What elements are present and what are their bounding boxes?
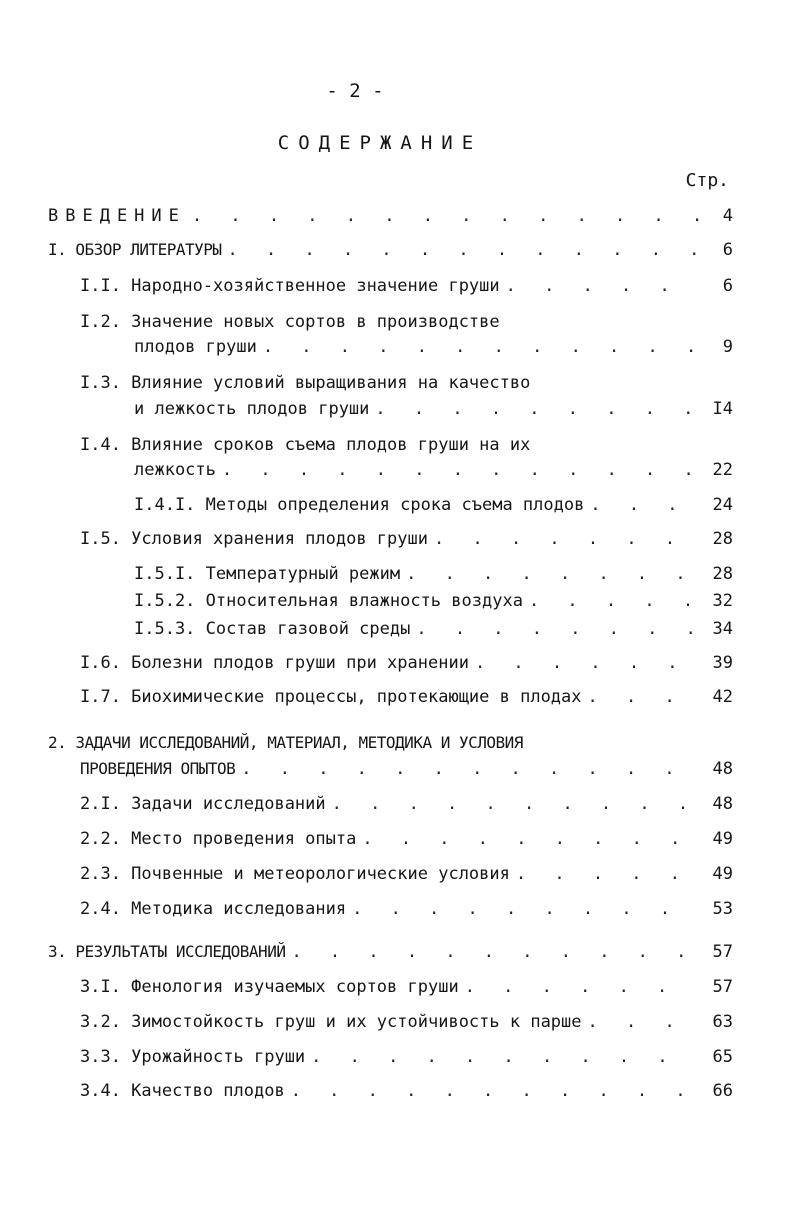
toc-entry-page: 28 (712, 564, 733, 584)
toc-entry-page: 34 (712, 619, 733, 639)
toc-entry-page: 48 (712, 794, 733, 814)
toc-entry-text: I.4.I. Методы определения срока съема плодов (134, 495, 585, 515)
toc-entry-page: 53 (712, 899, 733, 919)
toc-entry-text: ВВЕДЕНИЕ (48, 206, 186, 226)
toc-entry-text: I.7. Биохимические процессы, протекающие в плодах (80, 687, 582, 707)
toc-entry-1-4-1[interactable] (134, 493, 733, 517)
toc-entry-3-1[interactable] (80, 975, 733, 999)
toc-entry-text: 3.4. Качество плодов (80, 1081, 285, 1101)
toc-entry-intro[interactable] (48, 204, 733, 228)
toc-entry-1-2-first-line[interactable]: I.2. Значение новых сортов в производстве (80, 312, 500, 332)
dot-leader (192, 204, 699, 228)
toc-entry-page: 49 (712, 864, 733, 884)
toc-entry-3-2[interactable] (80, 1010, 733, 1034)
toc-entry-text: 3.3. Урожайность груши (80, 1047, 306, 1067)
dot-leader (465, 975, 699, 999)
toc-entry-2-2[interactable] (80, 827, 733, 851)
toc-entry-1-2[interactable] (134, 335, 733, 359)
toc-entry-page: 49 (712, 829, 733, 849)
toc-entry-1-3[interactable] (134, 397, 733, 421)
toc-entry-text: I.6. Болезни плодов груши при хранении (80, 653, 469, 673)
dot-leader (311, 1045, 699, 1069)
toc-entry-1-5[interactable] (80, 527, 733, 551)
dot-leader (291, 940, 699, 964)
toc-entry-text: I.I. Народно-хозяйственное значение груши (80, 276, 500, 296)
toc-entry-section-2-first-line[interactable]: 2. ЗАДАЧИ ИССЛЕДОВАНИЙ, МАТЕРИАЛ, МЕТОДИКА И УСЛОВИЯ (48, 733, 523, 752)
dot-leader (588, 685, 699, 709)
toc-entry-1-5-3[interactable] (134, 617, 733, 641)
dot-leader (590, 493, 699, 517)
toc-entry-page: 32 (712, 591, 733, 611)
dot-leader (529, 589, 699, 613)
toc-entry-page: 28 (712, 529, 733, 549)
toc-entry-page: 4 (722, 206, 733, 226)
dot-leader (506, 274, 699, 298)
toc-entry-page: 42 (712, 687, 733, 707)
dot-leader (222, 458, 699, 482)
toc-entry-page: 57 (712, 942, 733, 962)
toc-entry-1-4[interactable] (134, 458, 733, 482)
toc-entry-text: 3. РЕЗУЛЬТАТЫ ИССЛЕДОВАНИЙ (48, 942, 286, 961)
toc-entry-page: 6 (722, 240, 733, 260)
toc-entry-text: 3.2. Зимостойкость груш и их устойчивость к парше (80, 1012, 582, 1032)
toc-entry-1-5-1[interactable] (134, 562, 733, 586)
toc-entry-page: 39 (712, 653, 733, 673)
dot-leader (588, 1010, 699, 1034)
dot-leader (241, 757, 699, 781)
toc-entry-text: I.5.I. Температурный режим (134, 564, 401, 584)
toc-entry-section-1[interactable] (48, 238, 733, 262)
toc-entry-text: I.5. Условия хранения плодов груши (80, 529, 428, 549)
toc-entry-1-3-first-line[interactable]: I.3. Влияние условий выращивания на качество (80, 373, 531, 393)
dot-leader (375, 397, 699, 421)
dot-leader (332, 792, 699, 816)
dot-leader (516, 862, 699, 886)
toc-entry-1-4-first-line[interactable]: I.4. Влияние сроков съема плодов груши на их (80, 435, 531, 455)
dot-leader (406, 562, 699, 586)
dot-leader (263, 335, 699, 359)
toc-entry-3-4[interactable] (80, 1079, 733, 1103)
toc-entry-2-1[interactable] (80, 792, 733, 816)
page-column-label: Стр. (685, 170, 729, 191)
toc-entry-page: 9 (722, 337, 733, 357)
dot-leader (291, 1079, 699, 1103)
dot-leader (475, 651, 699, 675)
toc-entry-1-5-2[interactable] (134, 589, 733, 613)
toc-entry-text: I. ОБЗОР ЛИТЕРАТУРЫ (48, 240, 222, 259)
toc-entry-2-3[interactable] (80, 862, 733, 886)
toc-entry-text: и лежкость плодов груши (134, 399, 370, 419)
toc-entry-page: 65 (712, 1047, 733, 1067)
toc-entry-text: лежкость (134, 460, 216, 480)
toc-entry-page: 22 (712, 460, 733, 480)
toc-entry-text: 2.2. Место проведения опыта (80, 829, 357, 849)
dot-leader (362, 827, 699, 851)
toc-entry-text: I.5.2. Относительная влажность воздуха (134, 591, 523, 611)
toc-entry-page: I4 (712, 399, 733, 419)
toc-entry-text: 2.4. Методика исследования (80, 899, 347, 919)
dot-leader (416, 617, 699, 641)
toc-entry-text: плодов груши (134, 337, 257, 357)
toc-entry-1-7[interactable] (80, 685, 733, 709)
toc-entry-page: 63 (712, 1012, 733, 1032)
toc-entry-page: 48 (712, 759, 733, 779)
page-number: - 2 - (326, 80, 384, 102)
toc-entry-text: 2.I. Задачи исследований (80, 794, 326, 814)
toc-entry-page: 6 (722, 276, 733, 296)
toc-entry-3-3[interactable] (80, 1045, 733, 1069)
toc-entry-text: 2.3. Почвенные и метеорологические условия (80, 864, 510, 884)
toc-entry-1-6[interactable] (80, 651, 733, 675)
toc-entry-text: 3.I. Фенология изучаемых сортов груши (80, 977, 459, 997)
dot-leader (228, 238, 699, 262)
toc-entry-2-4[interactable] (80, 897, 733, 921)
toc-entry-1-1[interactable] (80, 274, 733, 298)
toc-entry-section-3[interactable] (48, 940, 733, 964)
toc-title: СОДЕРЖАНИЕ (277, 132, 483, 154)
toc-entry-section-2[interactable] (80, 757, 733, 781)
toc-entry-text: I.5.3. Состав газовой среды (134, 619, 411, 639)
toc-entry-text: ПРОВЕДЕНИЯ ОПЫТОВ (80, 759, 236, 778)
toc-entry-page: 24 (712, 495, 733, 515)
toc-entry-page: 57 (712, 977, 733, 997)
toc-entry-page: 66 (712, 1081, 733, 1101)
dot-leader (352, 897, 699, 921)
dot-leader (434, 527, 699, 551)
